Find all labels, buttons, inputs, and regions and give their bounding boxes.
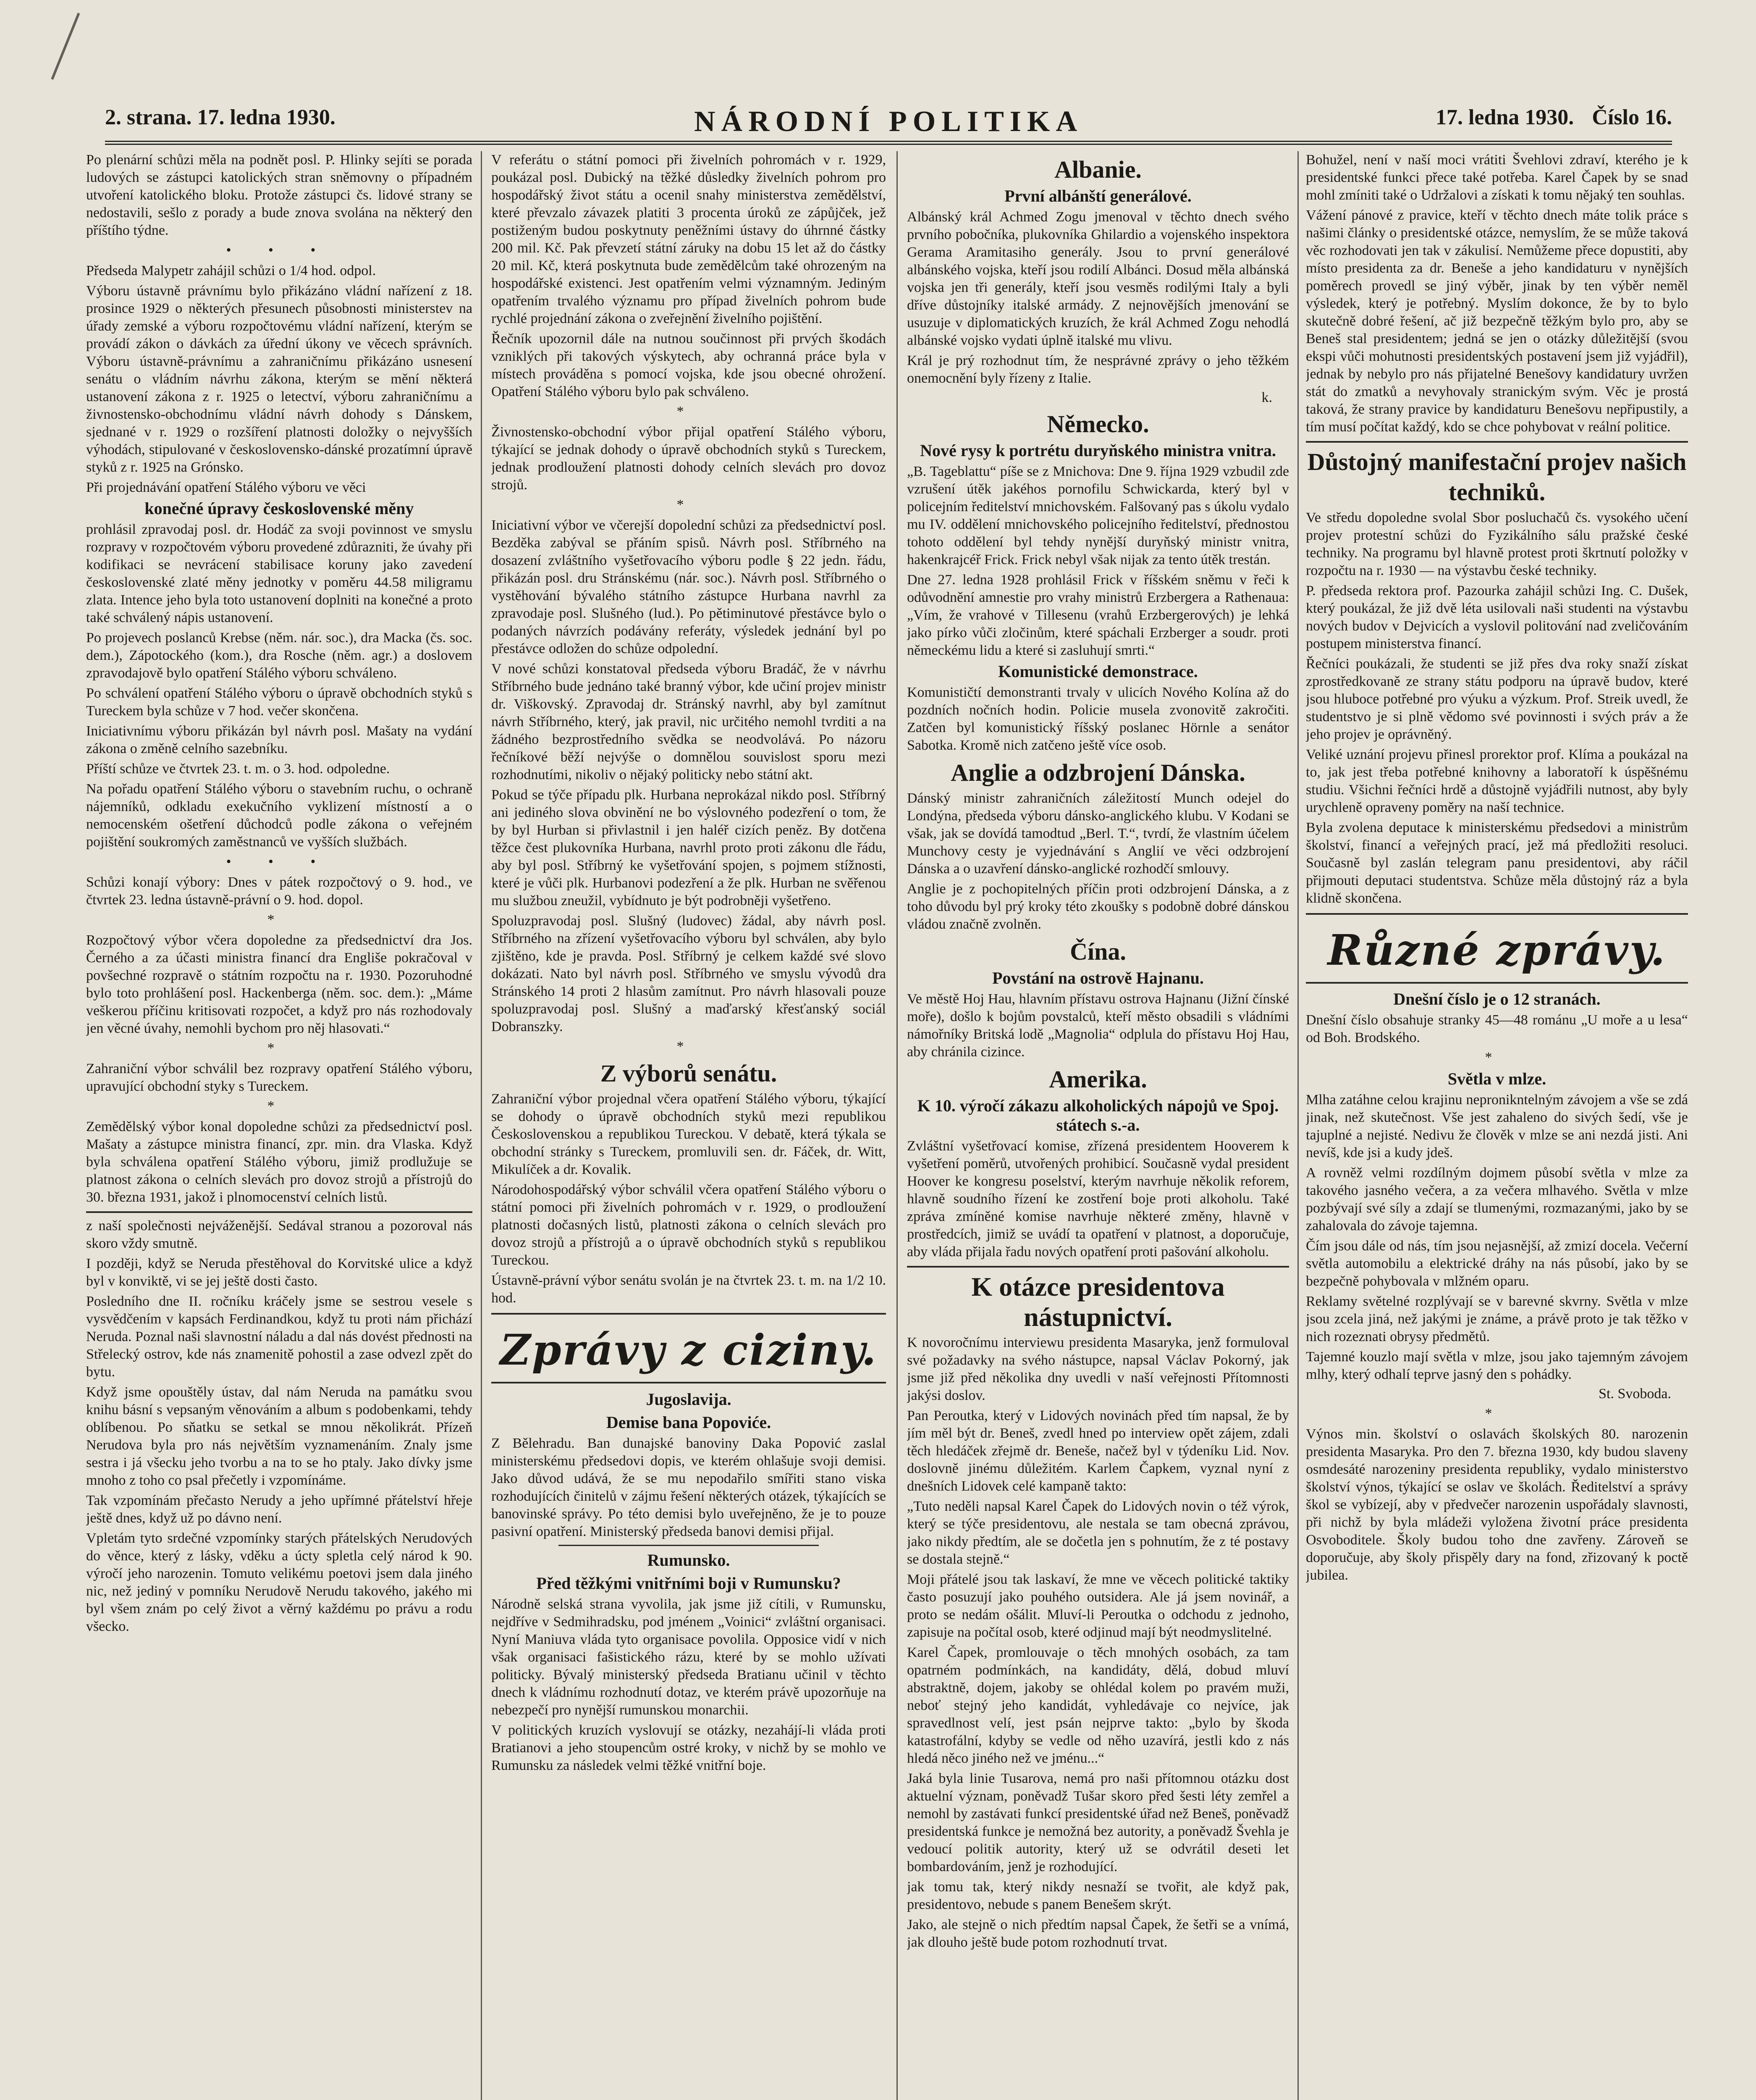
article-paragraph: Vážení pánové z pravice, kteří v těchto dnech máte tolik práce s našimi články o presidentské otázce, nemyslím, že se může taková věc rozhodovati jen tak v zákulisí. Nemůžeme přece dopustiti, aby místo presidenta za dr. Beneše a jeho kandidaturu v nynějších poměrech provedl se jiný výběr, jinak by ten výběr neměl výsledek, který je potřebný. Myslím dokonce, že by to bylo skutečně dobré řešení, ač již bezpečně těžkým bylo pro, aby se Beneš stal presidentem; jedná se jen o otázky důležitější (svou ekspi vůči mohutnosti presidentských postavení jsem již vyjádřil), jednak by nebylo pro nás přijatelné Benešovy kandidatury uvržen stát do zmatků a nevyhovaly stranickým svým. Věc je prostá taková, že strany pravice by kandidaturu Benešovu nepřipustily, a tím musí počítat každý, kdo se chce pohybovat v reální politice.	[1306, 207, 1688, 435]
article-paragraph: „B. Tageblattu“ píše se z Mnichova: Dne 9. října 1929 vzbudil zde vzrušení útěk jakéhos pornofilu Schwickarda, který byl v policejním ředitelství mnichovském. Falšovaný pas s úkolu vydalo mu IV. oddělení mnichovského policejního ředitelství, přednostou tohoto oddělení byl tehdy nynější duryňský ministr vnitra, hakenkrajcéř Frick. Frick nebyl však nijak za tento útěk trestán.	[907, 464, 1289, 567]
article-paragraph: Spoluzpravodaj posl. Slušný (ludovec) žádal, aby návrh posl. Stříbrného na zřízení vyšetřovacího výboru byl schválen, aby bylo zjištěno, kde je pravda. Posl. Stříbrný je celkem každé své slovo dokázati. Nato byl návrh posl. Stříbrného ve smyslu vývodů dra Stránského 14 proti 2 hlasům zamítnut. Pro návrh hlasovali pouze spoluzpravodaj posl. Slušný a maďarský křesťanský sociál Dobranszky.	[491, 913, 886, 1034]
feuilleton-paragraph: z naší společnosti nejváženější. Sedával stranou a pozoroval nás skoro vždy smutně.	[86, 1218, 472, 1251]
article-paragraph: Jaká byla linie Tusarova, nemá pro naši přítomnou otázku dost aktuelní význam, poněvadž Tušar skoro před šesti léty zemřel a nemohl by zastávati funkcí presidentské úřad než Beneš, poněvadž presidentská funkce je nemožná bez autority, a poněvadž Švehla je vedoucí politik autority, který už se odvrátil deseti let bombardováním, jenž je rozhodující.	[907, 1771, 1289, 1874]
article-heading: První albánští generálové.	[1004, 186, 1192, 205]
article-paragraph: Veliké uznání projevu přinesl prorektor prof. Klíma a poukázal na to, jak jest třeba potřebné knihovny a laboratoří k úspěšnému studiu. Všichni řečníci hrdě a důstojně vyjádřili nutnost, aby byly urychleně opraveny poměry na naší technice.	[1306, 747, 1688, 815]
article-paragraph: Z Bělehradu. Ban dunajské banoviny Daka Popović zaslal ministerskému předsedovi dopis, ve kterém ohlašuje svoji demisi. Jako důvod udává, že se mu nepodařilo smířiti stano viska rozhodujících činitelů v zájmu řešení některých otázek, týkajících se banovinské správy. Po této demisi bylo uveřejněno, že je to pouze pasivní opatření. Ministerský předseda banovi demisi přijal.	[491, 1436, 886, 1539]
article-paragraph: Při projednávání opatření Stálého výboru ve věci	[86, 480, 366, 495]
article-paragraph: Zvláštní vyšetřovací komise, zřízená presidentem Hooverem k vyšetření poměrů, utvořených prohibicí. Současně vydal president Hoover ke kongresu poselství, kterým navrhuje několik reforem, hlavně soudního řízení ke zostření boje proti alkoholu. Také zpráva zmíněné komise navrhuje některé změny, hlavně v prostředcích, jimiž se uvádí ta opatření v platnost, a doporučuje, aby vláda přijala řadu nových opatření proti pašování alkoholu.	[907, 1138, 1289, 1260]
feuilleton-paragraph: Vpletám tyto srdečné vzpomínky starých přátelských Nerudových do věnce, který z lásky, vděku a úcty spletlа celý národ k 90. výročí jeho narozenin. Tomuto velikému poetovi jsem dala jiného nic, než jediný v pomníku Nerudově Nerudu takového, jakého mi byl všem znám po celý život a věrný každému po právu a rodu všecko.	[86, 1530, 472, 1634]
article-paragraph: P. předseda rektora prof. Pazourka zahájil schůzi Ing. C. Dušek, který poukázal, že již dvě léta usilovali naši studenti na výstavbu nových budov v Dejvicích a vyslovil politování nad zveličováním postupem ministerstva financí.	[1306, 583, 1688, 651]
article-paragraph: Ve městě Hoj Hau, hlavním přístavu ostrova Hajnanu (Jižní čínské moře), došlo k bojům povstalců, kteří město obsadili s vládními námořníky Britská lodě „Magnolia“ odplula do přístavu Hoj Hau, aby chránila cizince.	[907, 991, 1289, 1060]
country-heading: Amerika.	[1049, 1066, 1147, 1093]
article-paragraph: „Tuto neděli napsal Karel Čapek do Lidových novin o též výrok, který se týče presidentovu, ale nestala se tam obecná zprávou, jako nikdy předtím, ale se dočetla jen s pohnutím, že z té postavy se dostala stejně.“	[907, 1499, 1289, 1567]
article-paragraph: Národohospodářský výbor schválil včera opatření Stálého výboru o státní pomoci při živelních pohromách v r. 1929, o prodloužení platnosti dočasných listů, platnosti zákona o celních slevách pro dovoz strojů a přístrojů a o úpravě obchodních styků s republikou Tureckou.	[491, 1182, 886, 1268]
section-heading: Z výborů senátu.	[600, 1060, 777, 1087]
article-paragraph: Pan Peroutka, který v Lidových novinách před tím napsal, že by jím měl být dr. Beneš, zvedl hned po interview opět zájem, zdali těch hledáček zřejmě dr. Beneše, načež byl v týdeníku Lid. Nov. doslovně jinému důležitém. Karlem Čapkem, vyznal nyní z dnešních Lidovek celé kampaně takto:	[907, 1408, 1289, 1494]
issue-number: Číslo 16.	[1592, 105, 1672, 129]
column-2	[491, 151, 886, 2100]
article-paragraph: Komunističtí demonstranti trvaly v ulicích Nového Kolína až do pozdních nočních hodin. Policie musela zvonovitě zakročiti. Zatčen byl komunistický říšský poslanec Hörnle a senátor Sabotka. Kromě nich zatčeno ještě více osob.	[907, 685, 1289, 753]
column-4	[1306, 151, 1688, 2100]
article-paragraph: Ve středu dopoledne svolal Sbor posluchačů čs. vysokého učení projev protestní schůzi do Fyzikálního sálu pražské české techniky. Na programu byl hlavně protest proti škrtnutí položky v rozpočtu na r. 1930 — na výstavbu české techniky.	[1306, 510, 1688, 578]
article-paragraph: K novoročnímu interviewu presidenta Masaryka, jenž formuloval své požadavky na svého nástupce, napsal Václav Pokorný, jak jsme již před několika dny uvedli v naší veřejnosti Přítomnosti jakýsi doslov.	[907, 1335, 1289, 1403]
article-paragraph: Reklamy světelné rozplývají se v barevné skvrny. Světla v mlze jsou zcela jiná, než jakými je známe, a právě proto je tak těžko v nich rozeznati obrysy předmětů.	[1306, 1294, 1688, 1344]
separator-star: *	[1485, 1406, 1509, 1421]
section-rule	[86, 1211, 472, 1213]
country-heading: Německo.	[1047, 410, 1149, 438]
country-heading: Jugoslavija.	[646, 1390, 731, 1409]
author-mark: k.	[1261, 390, 1272, 405]
article-paragraph: Živnostensko-obchodní výbor přijal opatření Stálého výboru, týkající se jednak dohody o úpravě obchodních styků s Tureckem, jednak prodloužení platnosti dohody celních slevách pro dovoz strojů.	[491, 424, 886, 493]
article-paragraph: prohlásil zpravodaj posl. dr. Hodáč za svoji povinnost ve smyslu rozpravy v rozpočtovém výboru provedené zdůrazniti, že úvahy při kodifikaci se nevrácení stabilisace koruny jako zavedení československé zlaté měny jednotky v poměru 44.58 miligramu zlata. Intence jeho byla toto ustanovení doplniti na konečné a proto také schválený nápis ustanovení.	[86, 522, 472, 625]
newspaper-title: NÁRODNÍ POLITIKA	[694, 105, 1083, 138]
article-paragraph: Řečník upozornil dále na nutnou součinnost při prvých škodách vzniklých při takových výskytech, aby ochranná práce byla v místech prováděna s pomocí vojska, kde jsou obecné ohrožení. Opatření Stálého výboru bylo pak schváleno.	[491, 331, 886, 399]
article-paragraph: Výboru ústavně právnímu bylo přikázáno vládní nařízení z 18. prosince 1929 o některých přesunech působnosti ministerstev na úřady zemské a výboru rozpočtovému vládní nařízení, kterým se provádí zákon o dávkách za úřední úkony ve věcech správních. Výboru ústavně-právnímu a zahraničnímu přikázáno usnesení senátu o vládním návrhu zákona, kterým se mění některá ustanovení zákona z r. 1925 o letectví, výboru zahraničnímu a živnostensko-obchodnímu vládní návrh dohody s Dánskem, sjednané v r. 1929 o rozšíření platnosti doložky o nejvyšších výhodách, stipulované v československo-dánské prozatímní úpravě styků z r. 1925 na Grónsko.	[86, 283, 472, 475]
article-paragraph: Jako, ale stejně o nich předtím napsal Čapek, že šetři se a vnímá, jak dlouho ještě bude potom rozhodnutí trvat.	[907, 1917, 1289, 1950]
article-heading: Dnešní číslo je o 12 stranách.	[1393, 990, 1601, 1008]
separator-dots: • • •	[226, 854, 333, 869]
article-heading: Povstání na ostrově Hajnanu.	[992, 969, 1204, 987]
article-heading: Před těžkými vnitřními boji v Rumunsku?	[536, 1574, 841, 1593]
short-rule	[558, 1545, 819, 1546]
article-paragraph: Anglie je z pochopitelných příčin proti odzbrojení Dánska, a z toho důvodu byl prý kroky této zkoušky s podobně dobré dánskou vládou značně zvolněn.	[907, 881, 1289, 932]
article-paragraph: Zahraniční výbor schválil bez rozpravy opatření Stálého výboru, upravující obchodní styky s Tureckem.	[86, 1061, 472, 1094]
separator-star: *	[1485, 1050, 1509, 1065]
column-rule	[1297, 151, 1299, 2100]
country-heading: Albanie.	[1054, 156, 1142, 183]
separator-star: *	[267, 912, 291, 927]
article-paragraph: Karel Čapek, promlouvaje o těch mnohých osobách, za tam opatrném podmínkách, na kandidáty, dělá, dobud mluví abstraktně, dojem, jakoby se ohlédal kolem po pravém muži, neboť stejný jeho kandidát, vyhledávaje co nejvíce, jak spravedlnost velí, jest psán nejprve takto: „bylo by škoda katastrofální, kdyby se vedle od něho uzavírá, jestli kdo z nás hledá něco jiného než ve jménu...“	[907, 1645, 1289, 1766]
article-paragraph: Na pořadu opatření Stálého výboru o stavebním ruchu, o ochraně nájemníků, odkladu exekučního vyklizení místností a o nemocenském ošetření důchodců podle zákona o veřejném pojištění soukromých zaměstnanců ve vyšších službách.	[86, 781, 472, 850]
article-paragraph: Předseda Malypetr zahájil schůzi o 1/4 hod. odpol.	[86, 263, 376, 278]
separator-star: *	[676, 1039, 701, 1054]
article-paragraph: Po schválení opatření Stálého výboru o úpravě obchodních styků s Tureckem byla schůze v 7 hod. večer skončena.	[86, 685, 472, 719]
article-paragraph: Byla zvolena deputace k ministerskému předsedovi a ministrům školství, financí a veřejných prací, jež má předložiti resoluci. Současně byl zaslán telegram panu presidentovi, aby ráčil přijmouti deputaci studentstva. Schůze měla důstojný ráz a byla klidně skončena.	[1306, 820, 1688, 906]
article-paragraph: Zahraniční výbor projednal včera opatření Stálého výboru, týkající se dohody o úpravě obchodních styků mezi republikou Československou a republikou Tureckou. V debatě, která týkala se obchodní stránky s Tureckem, promluvili sen. dr. Fáček, dr. Witt, Mikulíček a dr. Kovalik.	[491, 1091, 886, 1177]
column-rule	[481, 151, 482, 2100]
paper-scratch-mark	[51, 13, 111, 92]
article-paragraph: Mlha zatáhne celou krajinu nepronikntelným závojem a vše se zdá jinak, než skutečnost. Vše jest zahaleno do sivých šedí, vše je tajuplné a nejisté. Nedivu že člověk v mlze se ani nezdá jisti. Ani nevíš, kde jsi a kudy jdeš.	[1306, 1092, 1688, 1160]
article-paragraph: Ústavně-právní výbor senátu svolán je na čtvrtek 23. t. m. na 1/2 10. hod.	[491, 1273, 886, 1306]
article-heading: Komunistické demonstrace.	[998, 662, 1198, 681]
country-heading: Rumunsko.	[647, 1551, 730, 1570]
section-title: Zprávy z ciziny.	[500, 1325, 878, 1375]
article-paragraph: Pokud se týče případu plk. Hurbana neprokázal nikdo posl. Stříbrný ani jediného slova obvinění ne bo výslovného podezření o tom, že by byl Hurban si přivlastnil i jen haléř cizích peněz. By dotčena těžce čest plukovníka Hurbana, navrhl proto proti zákonu dle řádu, aby byl posl. Stříbrný ke vyšetřování spojen, s pojmem stížnosti, které je vůči plk. Hurbanovi podezření a že plk. Hurban ne svěřenou mu službou zneužil, vybídnuto je být podrobněji vyšetřeno.	[491, 787, 886, 908]
article-paragraph: Zemědělský výbor konal dopoledne schůzi za předsednictví posl. Mašaty a zástupce ministra financí, zpr. min. dra Vlaska. Když byla schválena opatření Stálého výboru, jimiž prodlužuje se platnost zákona o celních slevách pro dovoz strojů a přístrojů do 30. března 1931, jakož i plnomocenství celních listů.	[86, 1119, 472, 1205]
column-rule	[896, 151, 898, 2100]
feuilleton-paragraph: I později, když se Neruda přestěhoval do Korvitské ulice a když byl v konviktě, vi se jej ještě dosti často.	[86, 1256, 472, 1289]
separator-star: *	[267, 1098, 291, 1114]
separator-dots: • • •	[226, 242, 333, 258]
article-paragraph: V nové schůzi konstatoval předseda výboru Bradáč, že v návrhu Stříbrného bude jednáno také branný výbor, kde učiní projev ministr dr. Viškovský. Zpravodaj dr. Stránský navrhl, aby byl zamítnut návrh Stříbrného, který, jak pravil, nic určitého nemohl tvrditi a na žádného bezprostředního svědka se neodvolává. Po názoru řečníkové běží nejvýše o domnělou souvislost sporu mezi rozhodnutími, nikoliv o nějaký politicky nebo státní akt.	[491, 661, 886, 782]
article-paragraph: Tajemné kouzlo mají světla v mlze, jsou jako tajemným závojem mlhy, který odhalí teprve jasný den s pohádky.	[1306, 1349, 1688, 1382]
separator-star: *	[676, 404, 701, 419]
article-paragraph: Dnešní číslo obsahuje stranky 45—48 románu „U moře a u lesa“ od Boh. Brodského.	[1306, 1012, 1688, 1045]
section-title: Různé zprávy.	[1327, 925, 1667, 975]
article-paragraph: Dne 27. ledna 1928 prohlásil Frick v říšském sněmu v řeči k odůvodnění amnestie pro vrahy ministrů Erzbergera a Rathenaua: „Vím, že vrahové v Tillesenu (vrahů Erzbergerových) je lehká jako pírko vůči zločinům, které spáchali Erzberger a soudr. proti německému lidu a které si zasluhují smrti.“	[907, 572, 1289, 658]
article-paragraph: Dánský ministr zahraničních záležitostí Munch odejel do Londýna, předseda výboru dánsko-anglického klubu. V Kodani se však, jak se dovídá tamodtud „Berl. T.“, tvrdí, že vlastním účelem Munchovy cesty je vyjednávání s Anglií ve věci odzbrojení Dánska a o uzavření dánsko-anglické rozhodčí smlouvy.	[907, 790, 1289, 877]
page-date-right	[1423, 105, 1672, 130]
feuilleton-paragraph: Když jsme opouštěly ústav, dal nám Neruda na památku svou knihu básní s vepsaným věnováním a album s podobenkami, tehdy oblíbenou. Po sňatku se setkal se mnou několikrát. Přízeň Nerudova byla pro nás největším vyznamenáním. Znaly jsme sestra i já všecku jeho tvorbu a na to se ho ptaly. Jako dívky jsme mnoho z toho co psal přečetly i vzpomínáme.	[86, 1384, 472, 1488]
foreign-news-banner	[491, 1313, 886, 1383]
article-paragraph: Moji přátelé jsou tak laskaví, že mne ve věcech politické taktiky často posuzují jako pouhého outsidera. Ale já jsem novinář, a proto se nedám ošálit. Mluví-li Peroutka o odchodu z jednoho, zapisuje na počítal osob, které odjinud mají být neodmyslitelné.	[907, 1572, 1289, 1640]
country-heading: Čína.	[1070, 938, 1126, 965]
article-paragraph: Příští schůze ve čtvrtek 23. t. m. o 3. hod. odpoledne.	[86, 761, 390, 777]
article-heading: konečné úpravy československé měny	[144, 499, 414, 518]
article-paragraph: V referátu o státní pomoci při živelních pohromách v r. 1929, poukázal posl. Dubický na těžké důsledky živelních pohrom pro hospodářský život státu a ocenil snahy ministerstva zemědělství, které převzalo závazek platiti 3 procenta úroků ze zápůjček, jež postiženým budou poskytnuty peněžními ústavy do úhrnné částky 200 mil. Kč. Pak převzetí státní záruky na dobu 15 let až do částky 20 mil. Kč, která poskytnuta bude zemědělcům také ohrozeným na hospodářské existenci. Jest opatřením velmi významným. Jediným opatřením trvalého významu pro případ živelních pohrom bude rychlé projednání zákona o zveřejnění živelního pojištění.	[491, 152, 886, 326]
feuilleton-paragraph: Posledního dne II. ročníku kráčely jsme se sestrou vesele s vysvědčením v kapsách Ferdinandkou, když tu proti nám přichází Neruda. Poznal naši slavnostní náladu a dal nás dovést přednosti na Střelecký ostrov, kde nás znamenitě pohostil a zase odvezl zpět do bytu.	[86, 1294, 472, 1380]
masthead	[105, 103, 1672, 145]
misc-news-banner	[1306, 913, 1688, 984]
article-paragraph: Výnos min. školství o oslavách školských 80. narozenin presidenta Masaryka. Pro den 7. března 1930, kdy budou slaveny osmdesáté narozeniny presidenta republiky, vydalo ministerstvo školství výnos, týkající se oslav ve školách. Ředitelství a správy škol se vybízejí, aby v předvečer narozenin uspořádaly slavnosti, při nichž by byla mládeži vyložena životní práce presidenta Osvoboditele. Školy budou toho dne zavřeny. Zároveň se doporučuje, aby školy přispěly dary na fond, zřizovaný k poctě jubilea.	[1306, 1426, 1688, 1583]
article-heading: K 10. výročí zákazu alkoholických nápojů ve Spoj. státech s.-a.	[917, 1096, 1279, 1134]
article-paragraph: jak tomu tak, který nikdy nesnaží se tvořit, ale když pak, presidentovo, nebude s panem Benešem skrýt.	[907, 1879, 1289, 1912]
article-paragraph: Iniciativní výbor ve včerejší dopolední schůzi za předsednictví posl. Bezděka zabýval se přáním spisů. Návrh posl. Stříbrného na dosazení zvláštního vyšetřovacího výboru podle § 22 jedn. řádu, přikázán posl. dru Stránskému (nár. soc.). Návrh posl. Stříbrného o vystěhování bývalého státního zástupce Hurbana navrhl za zpravodaje posl. Slušného (lud.). Po pětiminutové přestávce bylo o podaných návrzích podávány referáty, výsledek jednání byl po přestávce odložen do schůze odpolední.	[491, 517, 886, 656]
separator-star: *	[267, 1040, 291, 1056]
article-title: Důstojný manifestační projev našich techniků.	[1307, 448, 1687, 506]
article-paragraph: Bohužel, není v naší moci vrátiti Švehlovi zdraví, kterého je k presidentské funkci přece také potřeba. Karel Čapek by se snad mohl zmíniti také o Udržalovi a získati k tomu nějaký ten souhlas.	[1306, 152, 1688, 203]
article-paragraph: Schůzi konají výbory: Dnes v pátek rozpočtový o 9. hod., ve čtvrtek 23. ledna ústavně-právní o 9. hod. dopol.	[86, 874, 472, 908]
article-paragraph: Iniciativnímu výboru přikázán byl návrh posl. Mašaty na vydání zákona o změně celního sazebníku.	[86, 723, 472, 756]
section-rule	[907, 1266, 1289, 1268]
article-paragraph: Po projevech poslanců Krebse (něm. nár. soc.), dra Macka (čs. soc. dem.), Zápotockého (kom.), dra Rosche (něm. agr.) a doslovem zpravodajově bylo opatření Stálého výboru schváleno.	[86, 630, 472, 681]
article-heading: Světla v mlze.	[1447, 1069, 1546, 1088]
article-heading: Anglie a odzbrojení Dánska.	[951, 759, 1245, 786]
article-paragraph: Albánský král Achmed Zogu jmenoval v těchto dnech svého prvního pobočníka, plukovníka Ghilardio a vojenského inspektora Gerama Aramitasiho generály. Jsou to první generálové albánského vojska, kteří jsou rodilí Albánci. Dosud měla albánská vojska jen tři generály, kteří jsou vesměs rodilými Italy a byli dříve důstojníky italské armády. Z nejnovějších jmenování se usuzuje v diplomatických kruzích, že král Achmed Zogu nehodlá albánské vojsko vydati úplně italské mu vlivu.	[907, 209, 1289, 348]
article-paragraph: Národně selská strana vyvolila, jak jsme již cítili, v Rumunsku, nejdříve v Sedmihradsku, pod jménem „Voinici“ zvláštní organisaci. Nyní Maniuva vláda tyto organisace povolila. Opposice vidí v nich však organisaci fašistického rázu, které by se mohlo užívati politicky. Bývalý ministerský předseda Bratianu učinil v těchto dnech k vládnímu rozhodnutí dotaz, ve kterém právě upozorňuje na nebezpečí pro nynější rumunskou monarchii.	[491, 1596, 886, 1718]
article-paragraph: V politických kruzích vyslovují se otázky, nezahájí-li vláda proti Bratianovi a jeho stoupencům ostré kroky, v nichž by se mohlo ve Rumunsku za následek velmi těžké vnitřní boje.	[491, 1722, 886, 1773]
section-heading: K otázce presidentova nástupnictví.	[971, 1272, 1225, 1332]
section-rule	[1306, 441, 1688, 443]
separator-star: *	[676, 497, 701, 512]
author-signature: St. Svoboda.	[1599, 1386, 1671, 1402]
article-paragraph: A rovněž velmi rozdílným dojmem působí světla v mlze za takového jasného večera, a za večera mlhavého. Světla v mlze pozbývají své síly a zdají se tlumenými, rozmazanými, jako by se zahalovala do závoje tajemna.	[1306, 1165, 1688, 1234]
page-date-left: 2. strana. 17. ledna 1930.	[105, 105, 335, 129]
column-3	[907, 151, 1289, 2100]
feuilleton-paragraph: Tak vzpomínám přečasto Nerudy a jeho upřímné přátelství hřeje ještě dnes, když už po dávno není.	[86, 1493, 472, 1526]
article-paragraph: Po plenární schůzi měla na podnět posl. P. Hlinky sejíti se porada ludových se zástupci katolických stran sněmovny o případném utvoření katolického bloku. Protože zástupci čs. lidové strany se nedostavili, sešlo z porady a bude znova svolána na některý den příštího týdne.	[86, 152, 472, 238]
article-heading: Nové rysy k portrétu duryňského ministra vnitra.	[920, 441, 1276, 460]
article-paragraph: Čím jsou dále od nás, tím jsou nejasnější, až zmizí docela. Večerní světla automobilu a elektrické dráhy na nás působí, jako by se bezpečně pohybovala v mlžném oparu.	[1306, 1238, 1688, 1289]
issue-date: 17. ledna 1930.	[1435, 105, 1574, 129]
article-paragraph: Rozpočtový výbor včera dopoledne za předsednictví dra Jos. Černého a za účasti ministra financí dra Englišе pokračoval v povšechné rozpravě o státním rozpočtu na r. 1930. Pozoruhodné bylo toto prohlášení posl. Hackenberga (něm. soc. dem.): „Máme veškerou příčinu kritisovati rozpočet, a když pro nás rozhodovaly jen věcné úvahy, nemohli bychom pro něj hlasovati.“	[86, 932, 472, 1036]
article-heading: Demise bana Popoviće.	[606, 1413, 771, 1432]
column-1	[86, 151, 472, 2100]
article-paragraph: Král je prý rozhodnut tím, že nesprávné zprávy o jeho těžkém onemocnění byly řízeny z Italie.	[907, 353, 1289, 386]
article-paragraph: Řečníci poukázali, že studenti se již přes dva roky snaží získat zprostředkovaně ze strany státu podporu na úpravě budov, které jsou hluboce potřebné pro výuku a výzkum. Prof. Streik uvedl, že studentstvo je si plně vědomo své povinnosti i svých práv a že jeho projev je oprávněný.	[1306, 656, 1688, 742]
